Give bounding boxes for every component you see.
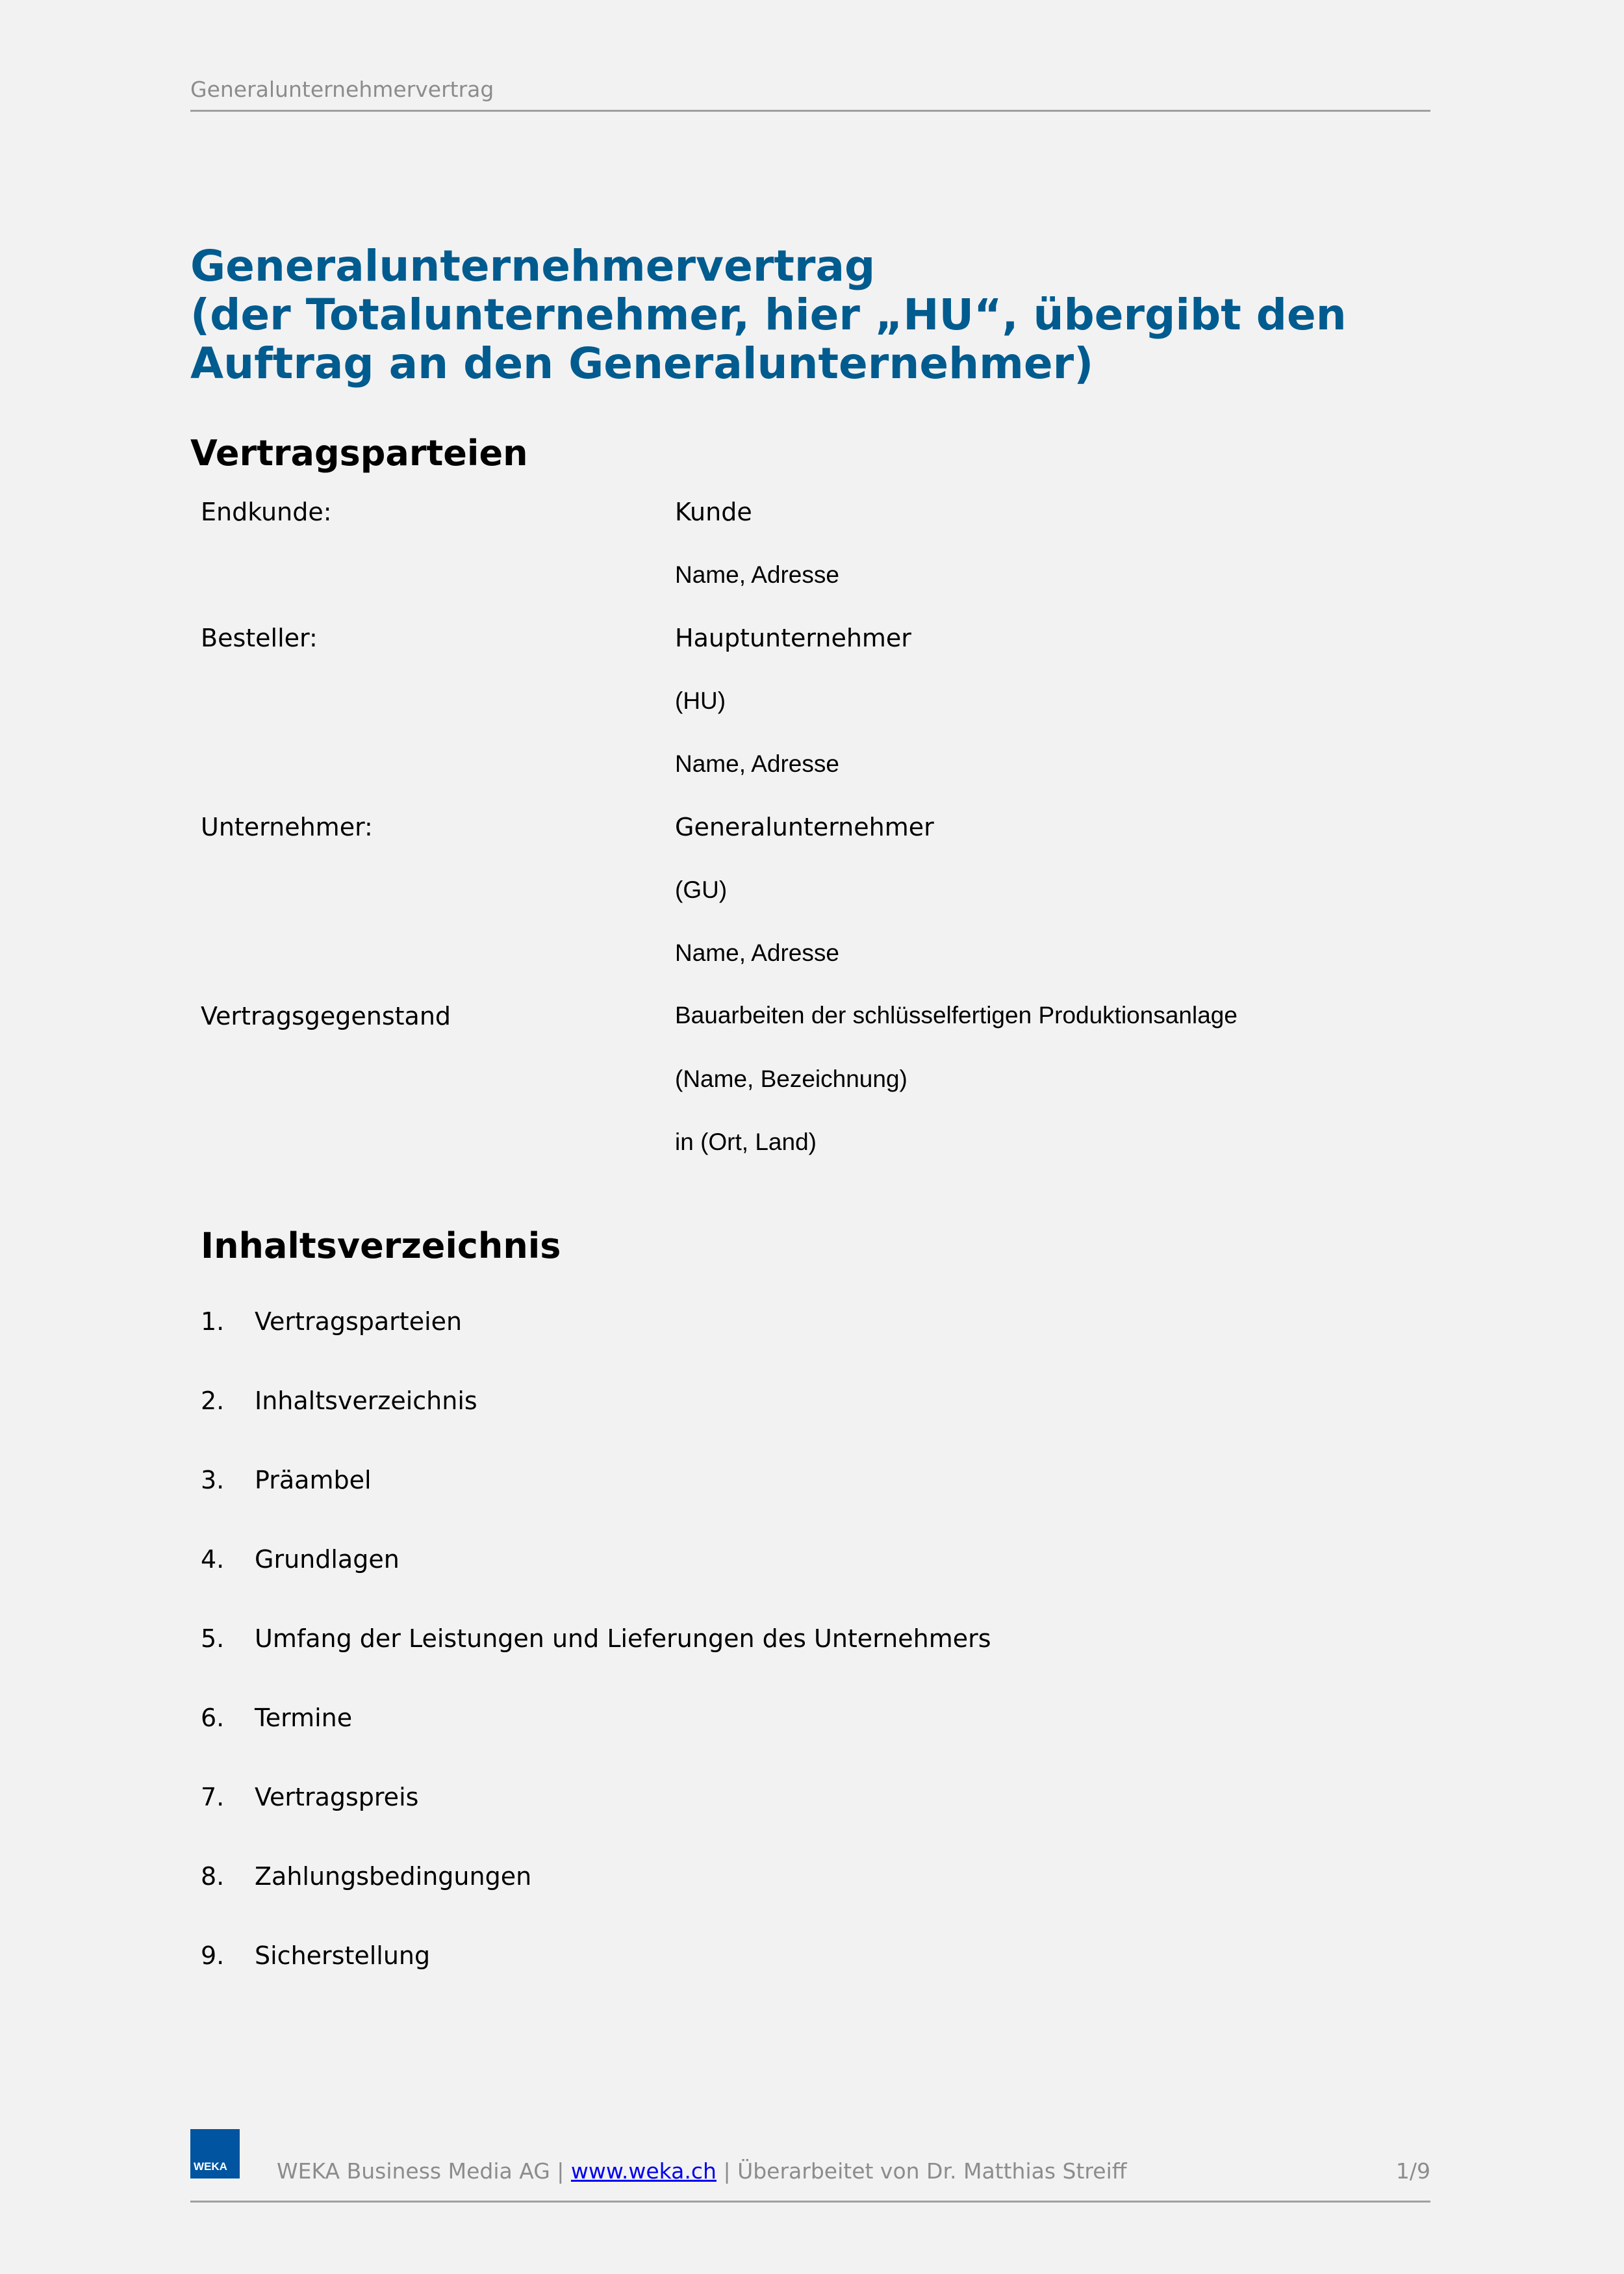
- section-heading-toc: Inhaltsverzeichnis: [201, 1225, 561, 1266]
- toc-number: 4.: [201, 1545, 225, 1574]
- toc-number: 1.: [201, 1307, 225, 1336]
- party-value: Hauptunternehmer: [675, 624, 911, 652]
- footer-separator: |: [557, 2158, 565, 2184]
- toc-number: 5.: [201, 1624, 225, 1653]
- toc-number: 2.: [201, 1386, 225, 1415]
- toc-item: Vertragspreis: [255, 1783, 419, 1811]
- footer-link[interactable]: www.weka.ch: [570, 2158, 717, 2184]
- section-heading-parties: Vertragsparteien: [190, 433, 528, 474]
- footer-revised-by: Überarbeitet von Dr. Matthias Streiff: [737, 2158, 1127, 2184]
- footer-separator: |: [723, 2158, 731, 2184]
- party-value: (HU): [675, 687, 726, 714]
- party-label: Besteller:: [201, 624, 318, 652]
- toc-item: Inhaltsverzeichnis: [255, 1386, 477, 1415]
- party-value: (GU): [675, 876, 728, 903]
- party-value: Generalunternehmer: [675, 813, 934, 841]
- toc-number: 3.: [201, 1466, 225, 1494]
- toc-item: Zahlungsbedingungen: [255, 1862, 532, 1891]
- party-value: Name, Adresse: [675, 750, 839, 777]
- toc-item: Termine: [255, 1704, 353, 1732]
- footer-text: [277, 2158, 1126, 2184]
- logo-text: WEKA: [194, 2160, 227, 2173]
- toc-item: Grundlagen: [255, 1545, 400, 1574]
- toc-number: 8.: [201, 1862, 225, 1891]
- page-number: 1/9: [1395, 2158, 1430, 2184]
- toc-item: Sicherstellung: [255, 1941, 431, 1970]
- title-line: Auftrag an den Generalunternehmer): [190, 339, 1094, 389]
- weka-logo: [190, 2129, 240, 2178]
- header-divider: [190, 110, 1430, 112]
- party-label: Endkunde:: [201, 498, 332, 526]
- party-value: in (Ort, Land): [675, 1129, 817, 1155]
- running-header: Generalunternehmervertrag: [190, 77, 494, 102]
- toc-number: 7.: [201, 1783, 225, 1811]
- title-line: (der Totalunternehmer, hier „HU“, übergibt den: [190, 290, 1347, 340]
- party-value: (Name, Bezeichnung): [675, 1066, 907, 1092]
- toc-item: Präambel: [255, 1466, 372, 1494]
- toc-number: 9.: [201, 1941, 225, 1970]
- toc-item: Vertragsparteien: [255, 1307, 463, 1336]
- party-value: Bauarbeiten der schlüsselfertigen Produktionsanlage: [675, 1002, 1237, 1028]
- party-value: Name, Adresse: [675, 939, 839, 966]
- toc-item: Umfang der Leistungen und Lieferungen des Unternehmers: [255, 1624, 991, 1653]
- party-label: Unternehmer:: [201, 813, 373, 841]
- title-line: Generalunternehmervertrag: [190, 241, 876, 291]
- footer-divider: [190, 2201, 1430, 2203]
- toc-number: 6.: [201, 1704, 225, 1732]
- document-title: [190, 242, 1457, 388]
- party-label: Vertragsgegenstand: [201, 1002, 451, 1030]
- footer-company: WEKA Business Media AG: [277, 2158, 550, 2184]
- party-value: Kunde: [675, 498, 752, 526]
- party-value: Name, Adresse: [675, 561, 839, 588]
